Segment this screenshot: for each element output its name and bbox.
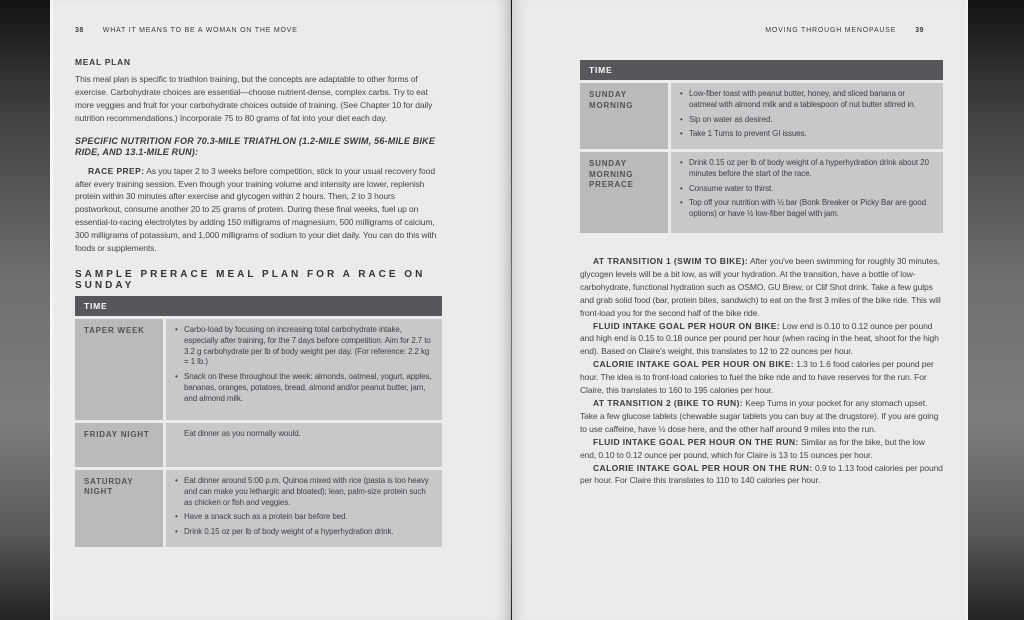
- meal-item: • Sip on water as desired.: [680, 115, 934, 126]
- guidance-paragraph: [580, 397, 943, 436]
- meal-item-list: [680, 158, 934, 220]
- guidance-paragraph-text: After you've been swimming for roughly 30 minutes, glycogen levels will be a bit low, as will your hydration. At the transition, have a bottle of low-carbohydrate, functional hydration such as OSMO, GU Brew, or Clif Shot drink. Take a few gulps and grab solid food (bar, protein bites, sandwich) to eat on the first 3 miles of the bike ride. This will front-load you for the second half of the bike ride.: [580, 256, 941, 318]
- guidance-paragraph-text: 1.3 to 1.6 food calories per pound per hour. The idea is to front-load calories to fuel the bike ride and to have reserves for the run. For Claire, this translates to 160 to 195 calories per hour.: [580, 359, 934, 396]
- guidance-paragraph: [580, 255, 943, 320]
- row-content: [671, 83, 943, 149]
- meal-item-list: [175, 476, 433, 538]
- guidance-paragraph-text: Similar as for the bike, but the low end, 0.10 to 0.12 ounce per pound, which for Claire is 13 to 15 ounces per hour.: [580, 436, 925, 460]
- guidance-paragraph: [580, 436, 943, 462]
- running-header-right: [580, 27, 943, 34]
- page-right: [512, 0, 968, 620]
- prerace-table-title: SAMPLE PRERACE MEAL PLAN FOR A RACE ON SUNDAY: [75, 268, 426, 291]
- specific-nutrition-heading: SPECIFIC NUTRITION FOR 70.3-MILE TRIATHLON (1.2-MILE SWIM, 56-MILE BIKE RIDE, AND 13.1-MILE RUN):: [75, 135, 436, 158]
- page-right-content: [512, 0, 966, 487]
- row-content: [166, 423, 442, 467]
- row-content: [166, 470, 442, 547]
- meal-item-list: [680, 89, 934, 140]
- guidance-paragraph: [580, 320, 943, 359]
- guidance-paragraph-text: Keep Tums in your pocket for any stomach upset. Take a few glucose tablets (chewable sugar tablets you can buy at the drugstore). If you are going to use caffeine, have ½ dose here, and the other half around 9 miles into the run.: [580, 397, 939, 434]
- meal-item: • Low-fiber toast with peanut butter, honey, and sliced banana or oatmeal with almond milk and a tablespoon of nut butter stirred in.: [680, 89, 934, 111]
- meal-item: • Take 1 Tums to prevent GI issues.: [680, 129, 934, 140]
- guidance-paragraph-label: FLUID INTAKE GOAL PER HOUR ON BIKE:: [593, 320, 780, 331]
- guidance-paragraph-label: AT TRANSITION 1 (SWIM TO BIKE):: [593, 256, 749, 266]
- page-left: [50, 0, 511, 620]
- guidance-paragraph-label: CALORIE INTAKE GOAL PER HOUR ON THE RUN:: [593, 462, 813, 473]
- meal-item: • Drink 0.15 oz per lb of body weight of a hyperhydration drink about 20 minutes before the start of the race.: [680, 158, 934, 180]
- meal-table-row: [75, 319, 442, 420]
- intro-paragraph: This meal plan is specific to triathlon training, but the concepts are adaptable to other forms of exercise. Carbohydrate choices are essential—choose nutrient-dense, complex carbs. Try to eat more veggies and fruit for your carbohydrate choices outside of training. (See Chapter 10 for daily nutrition recommendations.) Incorporate 75 to 80 grams of fat into your diet each day.: [75, 74, 433, 123]
- row-time-label: FRIDAY NIGHT: [75, 423, 163, 467]
- row-content: [671, 152, 943, 233]
- row-time-label: TAPER WEEK: [75, 319, 163, 420]
- running-title-left: WHAT IT MEANS TO BE A WOMAN ON THE MOVE: [102, 27, 298, 34]
- page-number-left: 38: [75, 27, 84, 34]
- guidance-paragraph-label: CALORIE INTAKE GOAL PER HOUR ON BIKE:: [593, 359, 795, 370]
- meal-table-row: [75, 470, 442, 547]
- row-time-label: SUNDAY MORNING PRERACE: [580, 152, 668, 233]
- guidance-paragraph-label: FLUID INTAKE GOAL PER HOUR ON THE RUN:: [593, 436, 799, 447]
- meal-table-right: [580, 60, 943, 233]
- row-time-label: SATURDAY NIGHT: [75, 470, 163, 547]
- meal-item: • Snack on these throughout the week: almonds, oatmeal, yogurt, apples, bananas, oranges, potatoes, bread, almond and/or peanut butter, jam, and almond milk.: [175, 372, 433, 404]
- race-prep-paragraph: [75, 165, 442, 255]
- meal-item-list: [175, 325, 433, 405]
- guidance-paragraph-text: Low end is 0.10 to 0.12 ounce per pound and high end is 0.15 to 0.18 ounce per pound per hour (when racing in the heat, shoot for the high end). Based on Claire's weight, this translates to 12 to 22 ounces per hour.: [580, 320, 939, 357]
- page-number-right: 39: [915, 27, 924, 34]
- race-prep-label: RACE PREP:: [88, 165, 145, 176]
- meal-item: Eat dinner as you normally would.: [184, 428, 301, 438]
- meal-table-left: [75, 296, 442, 547]
- meal-item: • Have a snack such as a protein bar before bed.: [175, 512, 433, 523]
- meal-table-row: [580, 83, 943, 149]
- meal-item: • Drink 0.15 oz per lb of body weight of a hyperhydration drink.: [175, 527, 433, 538]
- running-title-right: MOVING THROUGH MENOPAUSE: [765, 27, 897, 34]
- guidance-paragraph: [580, 358, 943, 397]
- meal-plan-heading: MEAL PLAN: [75, 57, 131, 67]
- guidance-paragraph-label: AT TRANSITION 2 (BIKE TO RUN):: [593, 397, 744, 408]
- meal-item: • Consume water to thirst.: [680, 184, 934, 195]
- table-time-header: TIME: [580, 60, 943, 80]
- running-header-left: [75, 27, 442, 34]
- row-content: [166, 319, 442, 420]
- meal-table-row: [580, 152, 943, 233]
- table-time-header: TIME: [75, 296, 442, 316]
- guidance-paragraph: [580, 462, 943, 488]
- meal-item: • Eat dinner around 5:00 p.m. Quinoa mixed with rice (pasta is too heavy and can make you lethargic and bloated); lean, palm-size protein such as chicken or fish and veggies.: [175, 476, 433, 508]
- meal-table-row: [75, 423, 442, 467]
- row-time-label: SUNDAY MORNING: [580, 83, 668, 149]
- race-day-guidance-paragraphs: [580, 255, 943, 487]
- race-prep-text: As you taper 2 to 3 weeks before competition, stick to your usual recovery food after every training session. Even though your training volume and intensity are lower, replenish protein within 30 minutes after exercise and glycogen within 2 hours. Then, 2 to 3 hours postworkout, consume another 20 to 25 grams of protein. During these final weeks, fuel up on essential-to-racing electrolytes by adding 150 milligrams of magnesium, 500 milligrams of calcium, 300 milligrams of potassium, and 1,000 milligrams of sodium to your diet daily. You can do this with foods or supplements.: [75, 165, 437, 254]
- meal-item: • Top off your nutrition with ½ bar (Bonk Breaker or Picky Bar are good options) or have ½ low-fiber bagel with jam.: [680, 198, 934, 220]
- meal-item: • Carbo-load by focusing on increasing total carbohydrate intake, especially after training, for the 7 days before competition. Aim for 2.7 to 3.2 g carbohydrate per lb of body weight per day. (For reference: 2.2 kg = 1 lb.): [175, 325, 433, 368]
- guidance-paragraph-text: 0.9 to 1.13 food calories per pound per hour. For Claire this translates to 110 to 140 calories per hour.: [580, 462, 943, 486]
- page-left-content: [53, 0, 510, 547]
